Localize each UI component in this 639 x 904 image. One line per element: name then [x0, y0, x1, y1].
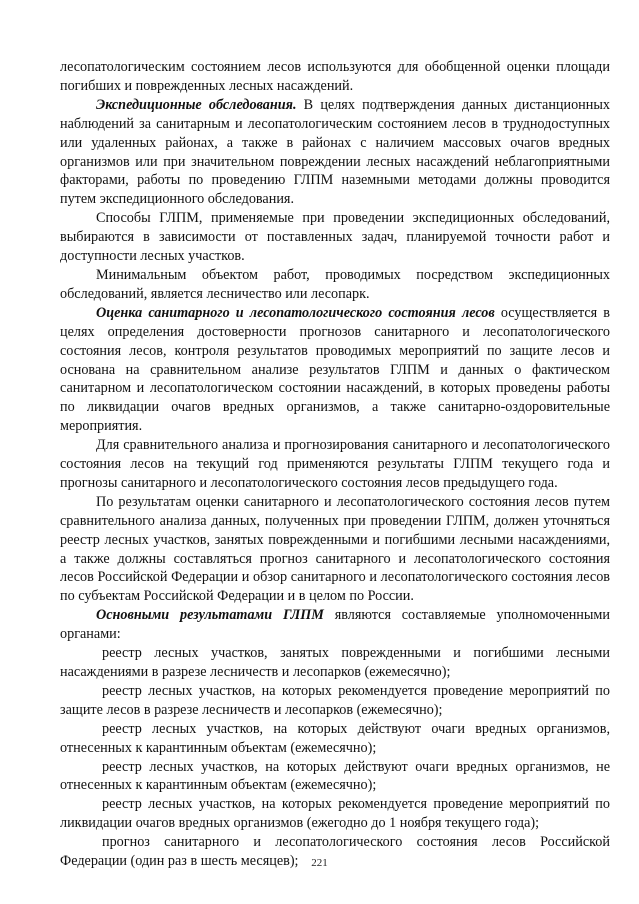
list-item: реестр лесных участков, на которых рекомендуется проведение мероприятий по защите лесов в разрезе лесничеств и лесопарков (ежемесячно);	[60, 682, 610, 718]
paragraph-5-lead: Оценка санитарного и лесопатологического состояния лесов	[96, 304, 495, 321]
paragraph-6-text: Для сравнительного анализа и прогнозирования санитарного и лесопатологического состояния лесов на текущий год применяются результаты ГЛПМ текущего года и прогнозы санитарного и лесопатологического состояния лесов предыдущего года.	[60, 437, 610, 491]
page-number: 221	[311, 857, 328, 869]
paragraph-assessment-results	[60, 493, 610, 606]
paragraph-7-text: По результатам оценки санитарного и лесопатологического состояния лесов путем сравнительного анализа данных, полученных при проведении ГЛПМ, должен уточняться реестр лесных участков, занятых поврежденными и погибшими лесными насаждениями, а также должны составляться прогноз санитарного и лесопатологического состояния лесов Российской Федерации и обзор санитарного и лесопатологического состояния лесов по субъектам Российской Федерации и в целом по России.	[60, 493, 610, 605]
list-item: реестр лесных участков, на которых рекомендуется проведение мероприятий по ликвидации очагов вредных организмов (ежегодно до 1 ноября текущего года);	[60, 796, 610, 832]
paragraph-1	[60, 58, 610, 96]
paragraph-4-text: Минимальным объектом работ, проводимых посредством экспедиционных обследований, является лесничество или лесопарк.	[60, 266, 610, 302]
paragraph-minimal-object	[60, 266, 610, 304]
list-item: реестр лесных участков, на которых действуют очаги вредных организмов, отнесенных к карантинным объектам (ежемесячно);	[60, 720, 610, 756]
paragraph-1-text: лесопатологическим состоянием лесов используются для обобщенной оценки площади погибших и поврежденных лесных насаждений.	[60, 59, 610, 94]
list-item: реестр лесных участков, на которых действуют очаги вредных организмов, не отнесенных к карантинным объектам (ежемесячно);	[60, 758, 610, 794]
document-page	[60, 58, 610, 871]
paragraph-comparative-analysis	[60, 436, 610, 493]
paragraph-glpm-methods	[60, 209, 610, 266]
paragraph-3-text: Способы ГЛПМ, применяемые при проведении экспедиционных обследований, выбираются в зависимости от поставленных задач, планируемой точности работ и доступности лесных участков.	[60, 210, 610, 265]
paragraph-main-results	[60, 606, 610, 644]
paragraph-expedition-surveys	[60, 96, 610, 209]
paragraph-2-text: В целях подтверждения данных дистанционных наблюдений за санитарным и лесопатологическим состоянием лесов в труднодоступных или удаленных районах, а также в районах с наличием массовых очагов вредных организмов или при значительном повреждении лесных насаждений неблагоприятными факторами, работы по проведению ГЛПМ наземными методами должны проводится путем экспедиционного обследования.	[60, 96, 610, 208]
list-item: прогноз санитарного и лесопатологического состояния лесов Российской Федерации (один раз в шесть месяцев);	[60, 834, 610, 870]
paragraph-8-lead: Основными результатами ГЛПМ	[96, 607, 324, 624]
paragraph-5-text: осуществляется в целях определения достоверности прогнозов санитарного и лесопатологического состояния лесов, контроля результатов проводимых мероприятий по защите лесов и основана на сравнительном анализе результатов ГЛПМ и данных о фактическом санитарном и лесопатологическом состоянии насаждений, в которых проведены работы по ликвидации очагов вредных организмов, а также санитарно-оздоровительные мероприятия.	[60, 304, 610, 435]
paragraph-8-text: являются составляемые уполномоченными органами:	[60, 607, 610, 643]
paragraph-state-assessment	[60, 304, 610, 436]
list-item: реестр лесных участков, занятых поврежденными и погибшими лесными насаждениями в разрезе лесничеств и лесопарков (ежемесячно);	[60, 645, 610, 680]
paragraph-2-lead: Экспедиционные обследования.	[96, 96, 297, 113]
